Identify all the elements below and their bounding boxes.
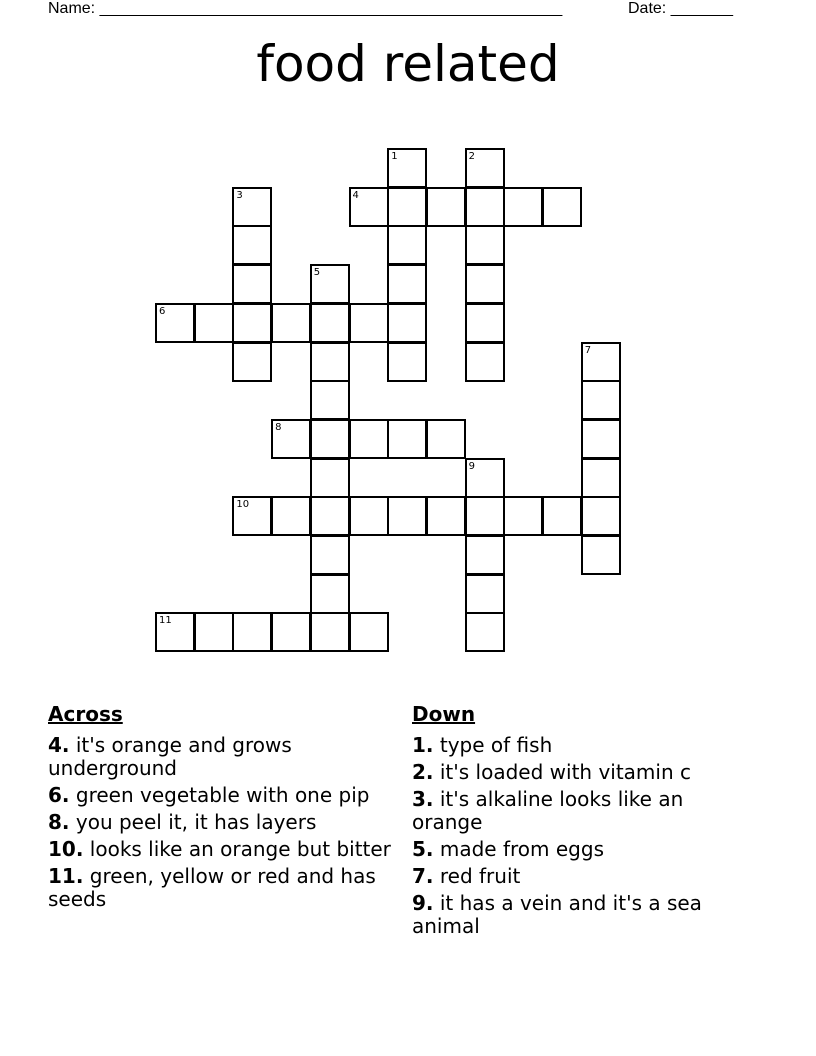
clue-text: made from eggs	[439, 837, 604, 861]
page-title: food related	[256, 35, 560, 93]
grid-cell[interactable]	[465, 148, 505, 188]
clue-number: 11.	[48, 864, 84, 888]
grid-cell[interactable]	[232, 342, 272, 382]
grid-cell[interactable]	[426, 419, 466, 459]
grid-cell[interactable]	[194, 612, 234, 652]
clue-number: 5.	[412, 837, 434, 861]
clue-text: you peel it, it has layers	[75, 810, 317, 834]
grid-cell[interactable]	[271, 419, 311, 459]
grid-cell[interactable]	[387, 496, 427, 536]
clue-down-2	[412, 761, 752, 784]
grid-cell[interactable]	[581, 380, 621, 420]
clue-across-11	[48, 865, 398, 911]
cell-number: 3	[236, 189, 243, 201]
clue-across-6	[48, 784, 398, 807]
cell-number: 8	[275, 421, 282, 433]
grid-cell[interactable]	[349, 419, 389, 459]
grid-cell[interactable]	[542, 187, 582, 227]
grid-cell[interactable]	[310, 419, 350, 459]
clue-down-5	[412, 838, 752, 861]
clue-number: 10.	[48, 837, 84, 861]
grid-cell[interactable]	[232, 303, 272, 343]
grid-cell[interactable]	[465, 225, 505, 265]
grid-cell[interactable]	[387, 342, 427, 382]
clue-number: 2.	[412, 760, 434, 784]
clue-text: red fruit	[439, 864, 521, 888]
grid-cell[interactable]	[349, 303, 389, 343]
clue-text: looks like an orange but bitter	[89, 837, 391, 861]
name-field-label: Name: ____________________________________________________	[48, 0, 563, 17]
grid-cell[interactable]	[426, 187, 466, 227]
clue-text: it has a vein and it's a sea animal	[412, 891, 702, 938]
clue-text: it's alkaline looks like an orange	[412, 787, 684, 834]
clue-number: 4.	[48, 733, 70, 757]
clue-number: 8.	[48, 810, 70, 834]
date-field-label: Date: _______	[628, 0, 733, 17]
clue-number: 6.	[48, 783, 70, 807]
grid-cell[interactable]	[581, 458, 621, 498]
clue-text: it's loaded with vitamin c	[439, 760, 691, 784]
down-heading: Down	[412, 702, 476, 726]
grid-cell[interactable]	[310, 303, 350, 343]
grid-cell[interactable]	[232, 187, 272, 227]
cell-number: 6	[159, 305, 166, 317]
grid-cell[interactable]	[387, 419, 427, 459]
grid-cell[interactable]	[465, 303, 505, 343]
cell-number: 10	[236, 499, 250, 511]
grid-cell[interactable]	[310, 380, 350, 420]
clue-across-8	[48, 811, 398, 834]
clue-number: 1.	[412, 733, 434, 757]
clue-number: 3.	[412, 787, 434, 811]
clue-number: 7.	[412, 864, 434, 888]
grid-cell[interactable]	[542, 496, 582, 536]
cell-number: 7	[584, 344, 592, 356]
clue-text: type of fish	[439, 733, 553, 757]
down-clues	[412, 700, 752, 942]
grid-cell[interactable]	[310, 264, 350, 304]
grid-cell[interactable]	[349, 187, 389, 227]
grid-cell[interactable]	[581, 496, 621, 536]
across-heading: Across	[48, 702, 123, 726]
grid-cell[interactable]	[465, 496, 505, 536]
clue-text: green vegetable with one pip	[75, 783, 370, 807]
clue-down-7	[412, 865, 752, 888]
cell-number: 9	[468, 460, 475, 472]
grid-cell[interactable]	[426, 496, 466, 536]
grid-cell[interactable]	[465, 458, 505, 498]
grid-cell[interactable]	[349, 612, 389, 652]
clue-across-10	[48, 838, 398, 861]
grid-cell[interactable]	[503, 496, 543, 536]
grid-cell[interactable]	[232, 264, 272, 304]
cell-number: 5	[313, 267, 321, 279]
grid-cell[interactable]	[310, 458, 350, 498]
grid-cell[interactable]	[271, 303, 311, 343]
grid-cell[interactable]	[349, 496, 389, 536]
grid-cell[interactable]	[232, 612, 272, 652]
grid-cell[interactable]	[581, 535, 621, 575]
grid-cell[interactable]	[155, 612, 195, 652]
clue-text: it's orange and grows underground	[48, 733, 292, 780]
clue-text: green, yellow or red and has seeds	[48, 864, 376, 911]
grid-cell[interactable]	[194, 303, 234, 343]
clue-number: 9.	[412, 891, 434, 915]
clue-down-9	[412, 892, 752, 938]
grid-cell[interactable]	[232, 225, 272, 265]
grid-cell[interactable]	[465, 535, 505, 575]
grid-cell[interactable]	[581, 342, 621, 382]
cell-number: 1	[391, 151, 398, 162]
grid-cell[interactable]	[465, 187, 505, 227]
grid-cell[interactable]	[465, 574, 505, 614]
grid-cell[interactable]	[387, 225, 427, 265]
grid-cell[interactable]	[581, 419, 621, 459]
clue-across-4	[48, 734, 398, 780]
grid-cell[interactable]	[310, 574, 350, 614]
grid-cell[interactable]	[465, 612, 505, 652]
across-clues	[48, 700, 398, 915]
grid-cell[interactable]	[310, 612, 350, 652]
cell-number: 11	[159, 615, 172, 627]
grid-cell[interactable]	[271, 612, 311, 652]
grid-cell[interactable]	[310, 496, 350, 536]
grid-cell[interactable]	[387, 148, 427, 188]
grid-cell[interactable]	[503, 187, 543, 227]
clue-down-1	[412, 734, 752, 757]
grid-cell[interactable]	[310, 342, 350, 382]
grid-cell[interactable]	[465, 264, 505, 304]
grid-cell[interactable]	[232, 496, 272, 536]
grid-cell[interactable]	[155, 303, 195, 343]
cell-number: 4	[352, 189, 359, 201]
grid-cell[interactable]	[387, 264, 427, 304]
cell-number: 2	[468, 151, 475, 162]
grid-cell[interactable]	[271, 496, 311, 536]
grid-cell[interactable]	[387, 303, 427, 343]
grid-cell[interactable]	[387, 187, 427, 227]
clue-down-3	[412, 788, 752, 834]
grid-cell[interactable]	[310, 535, 350, 575]
grid-cell[interactable]	[465, 342, 505, 382]
